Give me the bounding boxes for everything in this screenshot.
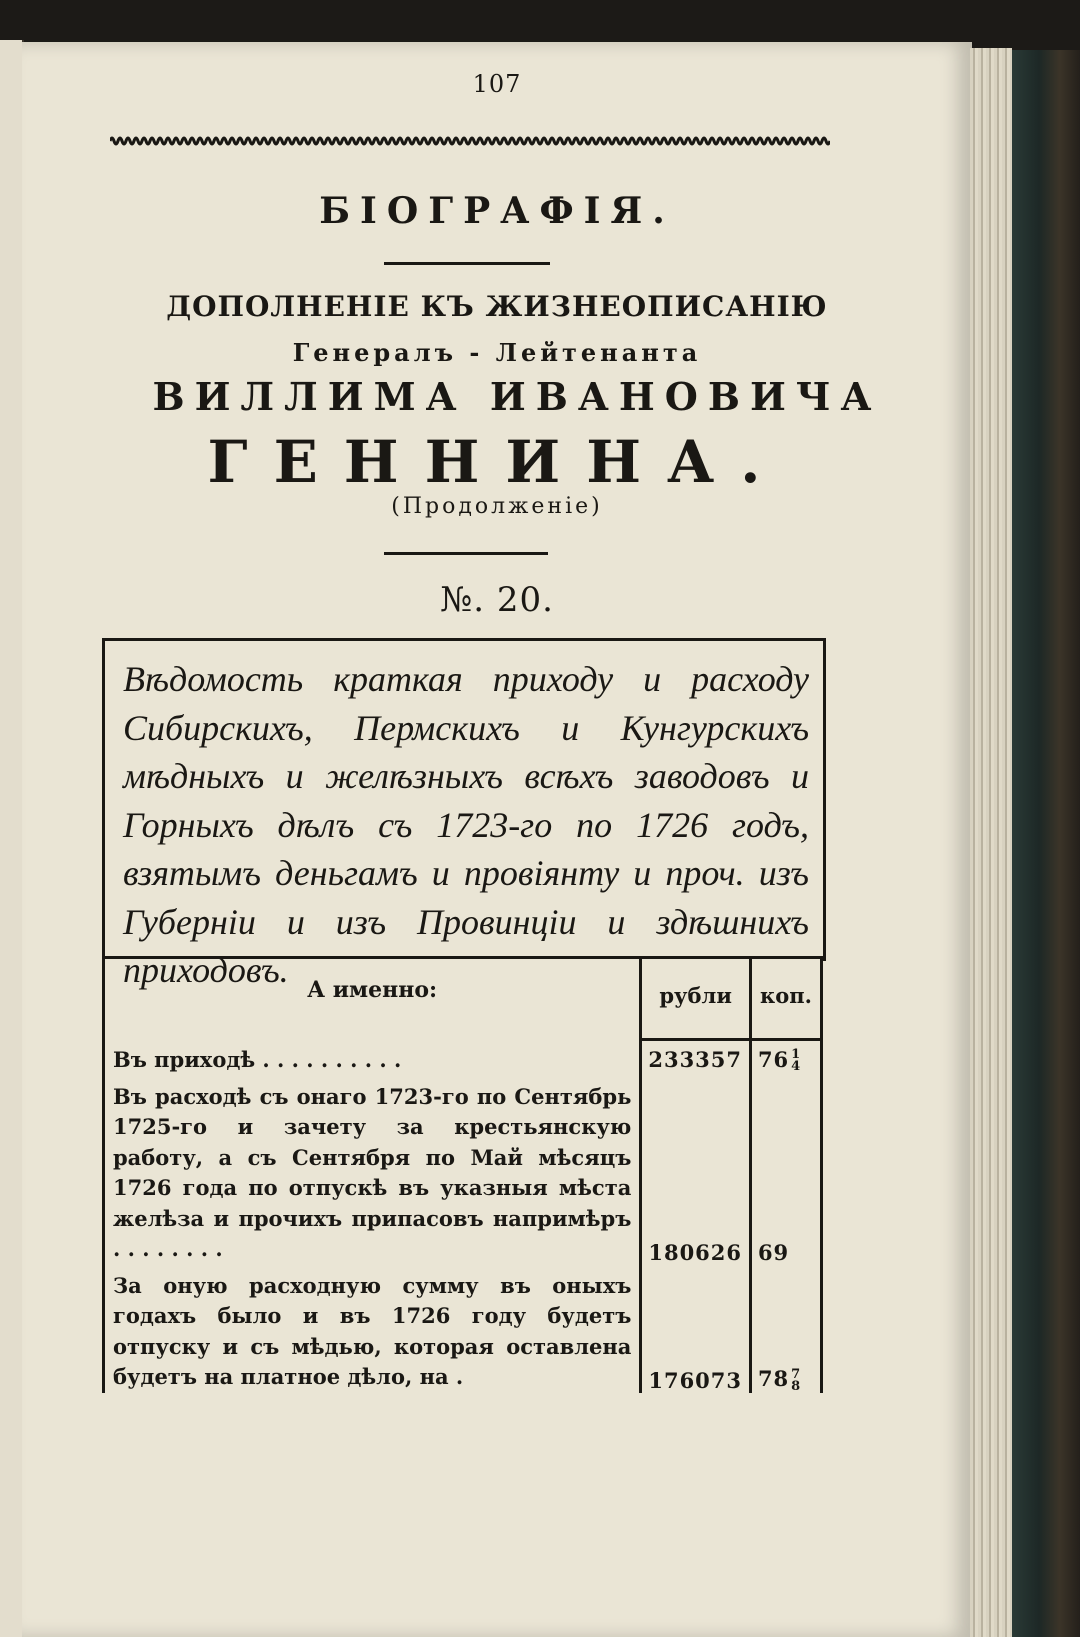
header-kopecks: коп. bbox=[750, 959, 821, 1039]
row-kopecks: 78 7 8 bbox=[757, 1366, 802, 1394]
page-number: 107 bbox=[472, 70, 522, 98]
row-description: Въ расходѣ съ онаго 1723-го по Сентябрь 1725-го и зачету за крестьянскую работу, а съ Сентября по Май мѣсяцъ 1726 года по отпускѣ въ указныя мѣста желѣза и прочихъ припасовъ напримѣръ . . . . . . . . bbox=[113, 1083, 632, 1261]
subtitle-divider bbox=[384, 552, 548, 555]
subtitle-line-4: ГЕННИНА. bbox=[207, 428, 787, 496]
book-page bbox=[22, 42, 972, 1637]
page-stack-edges bbox=[970, 48, 1012, 1637]
row-rubles: 180626 bbox=[648, 1239, 743, 1265]
row-description: Въ приходѣ . . . . . . . . . . bbox=[113, 1047, 402, 1072]
table-row bbox=[105, 1265, 822, 1393]
title-divider bbox=[384, 262, 550, 265]
subtitle-line-3: ВИЛЛИМА ИВАНОВИЧА bbox=[152, 374, 882, 419]
ledger-table bbox=[102, 956, 823, 1393]
table-row bbox=[105, 1039, 822, 1076]
previous-page-edge bbox=[0, 40, 24, 1637]
kopecks-fraction: 7 8 bbox=[791, 1366, 802, 1394]
subtitle-continuation: (Продолженіе) bbox=[391, 494, 603, 519]
statement-text: Вѣдомость краткая приходу и расходу Сибирскихъ, Пермскихъ и Кунгурскихъ мѣдныхъ и желѣзныхъ всѣхъ заводовъ и Горныхъ дѣлъ съ 1723-го по 1726 годъ, взятымъ деньгамъ и провіянту и проч. изъ Губерніи и изъ Провинціи и здѣшнихъ приходовъ. bbox=[123, 659, 809, 990]
table-header-row bbox=[105, 959, 822, 1039]
row-kopecks: 69 bbox=[757, 1239, 790, 1265]
book-cover-edge bbox=[1012, 50, 1080, 1637]
decorative-wave-rule bbox=[110, 134, 830, 148]
document-number: №. 20. bbox=[440, 580, 554, 620]
section-title: БІОГРАФІЯ. bbox=[319, 190, 675, 232]
kopecks-fraction: 1 4 bbox=[791, 1047, 802, 1074]
header-description: А именно: bbox=[307, 977, 438, 1003]
header-rubles: рубли bbox=[641, 959, 751, 1039]
row-rubles: 176073 bbox=[648, 1367, 743, 1393]
subtitle-line-2: Генералъ - Лейтенанта bbox=[292, 338, 702, 367]
row-kopecks: 76 1 4 bbox=[757, 1046, 802, 1074]
table-row bbox=[105, 1076, 822, 1265]
row-rubles: 233357 bbox=[648, 1046, 743, 1072]
row-description: За оную расходную сумму въ оныхъ годахъ было и въ 1726 году будетъ отпуску и съ мѣдью, которая оставлена будетъ на платное дѣло, на . bbox=[113, 1272, 632, 1389]
subtitle-line-1: ДОПОЛНЕНІЕ КЪ ЖИЗНЕОПИСАНІЮ bbox=[166, 290, 828, 323]
